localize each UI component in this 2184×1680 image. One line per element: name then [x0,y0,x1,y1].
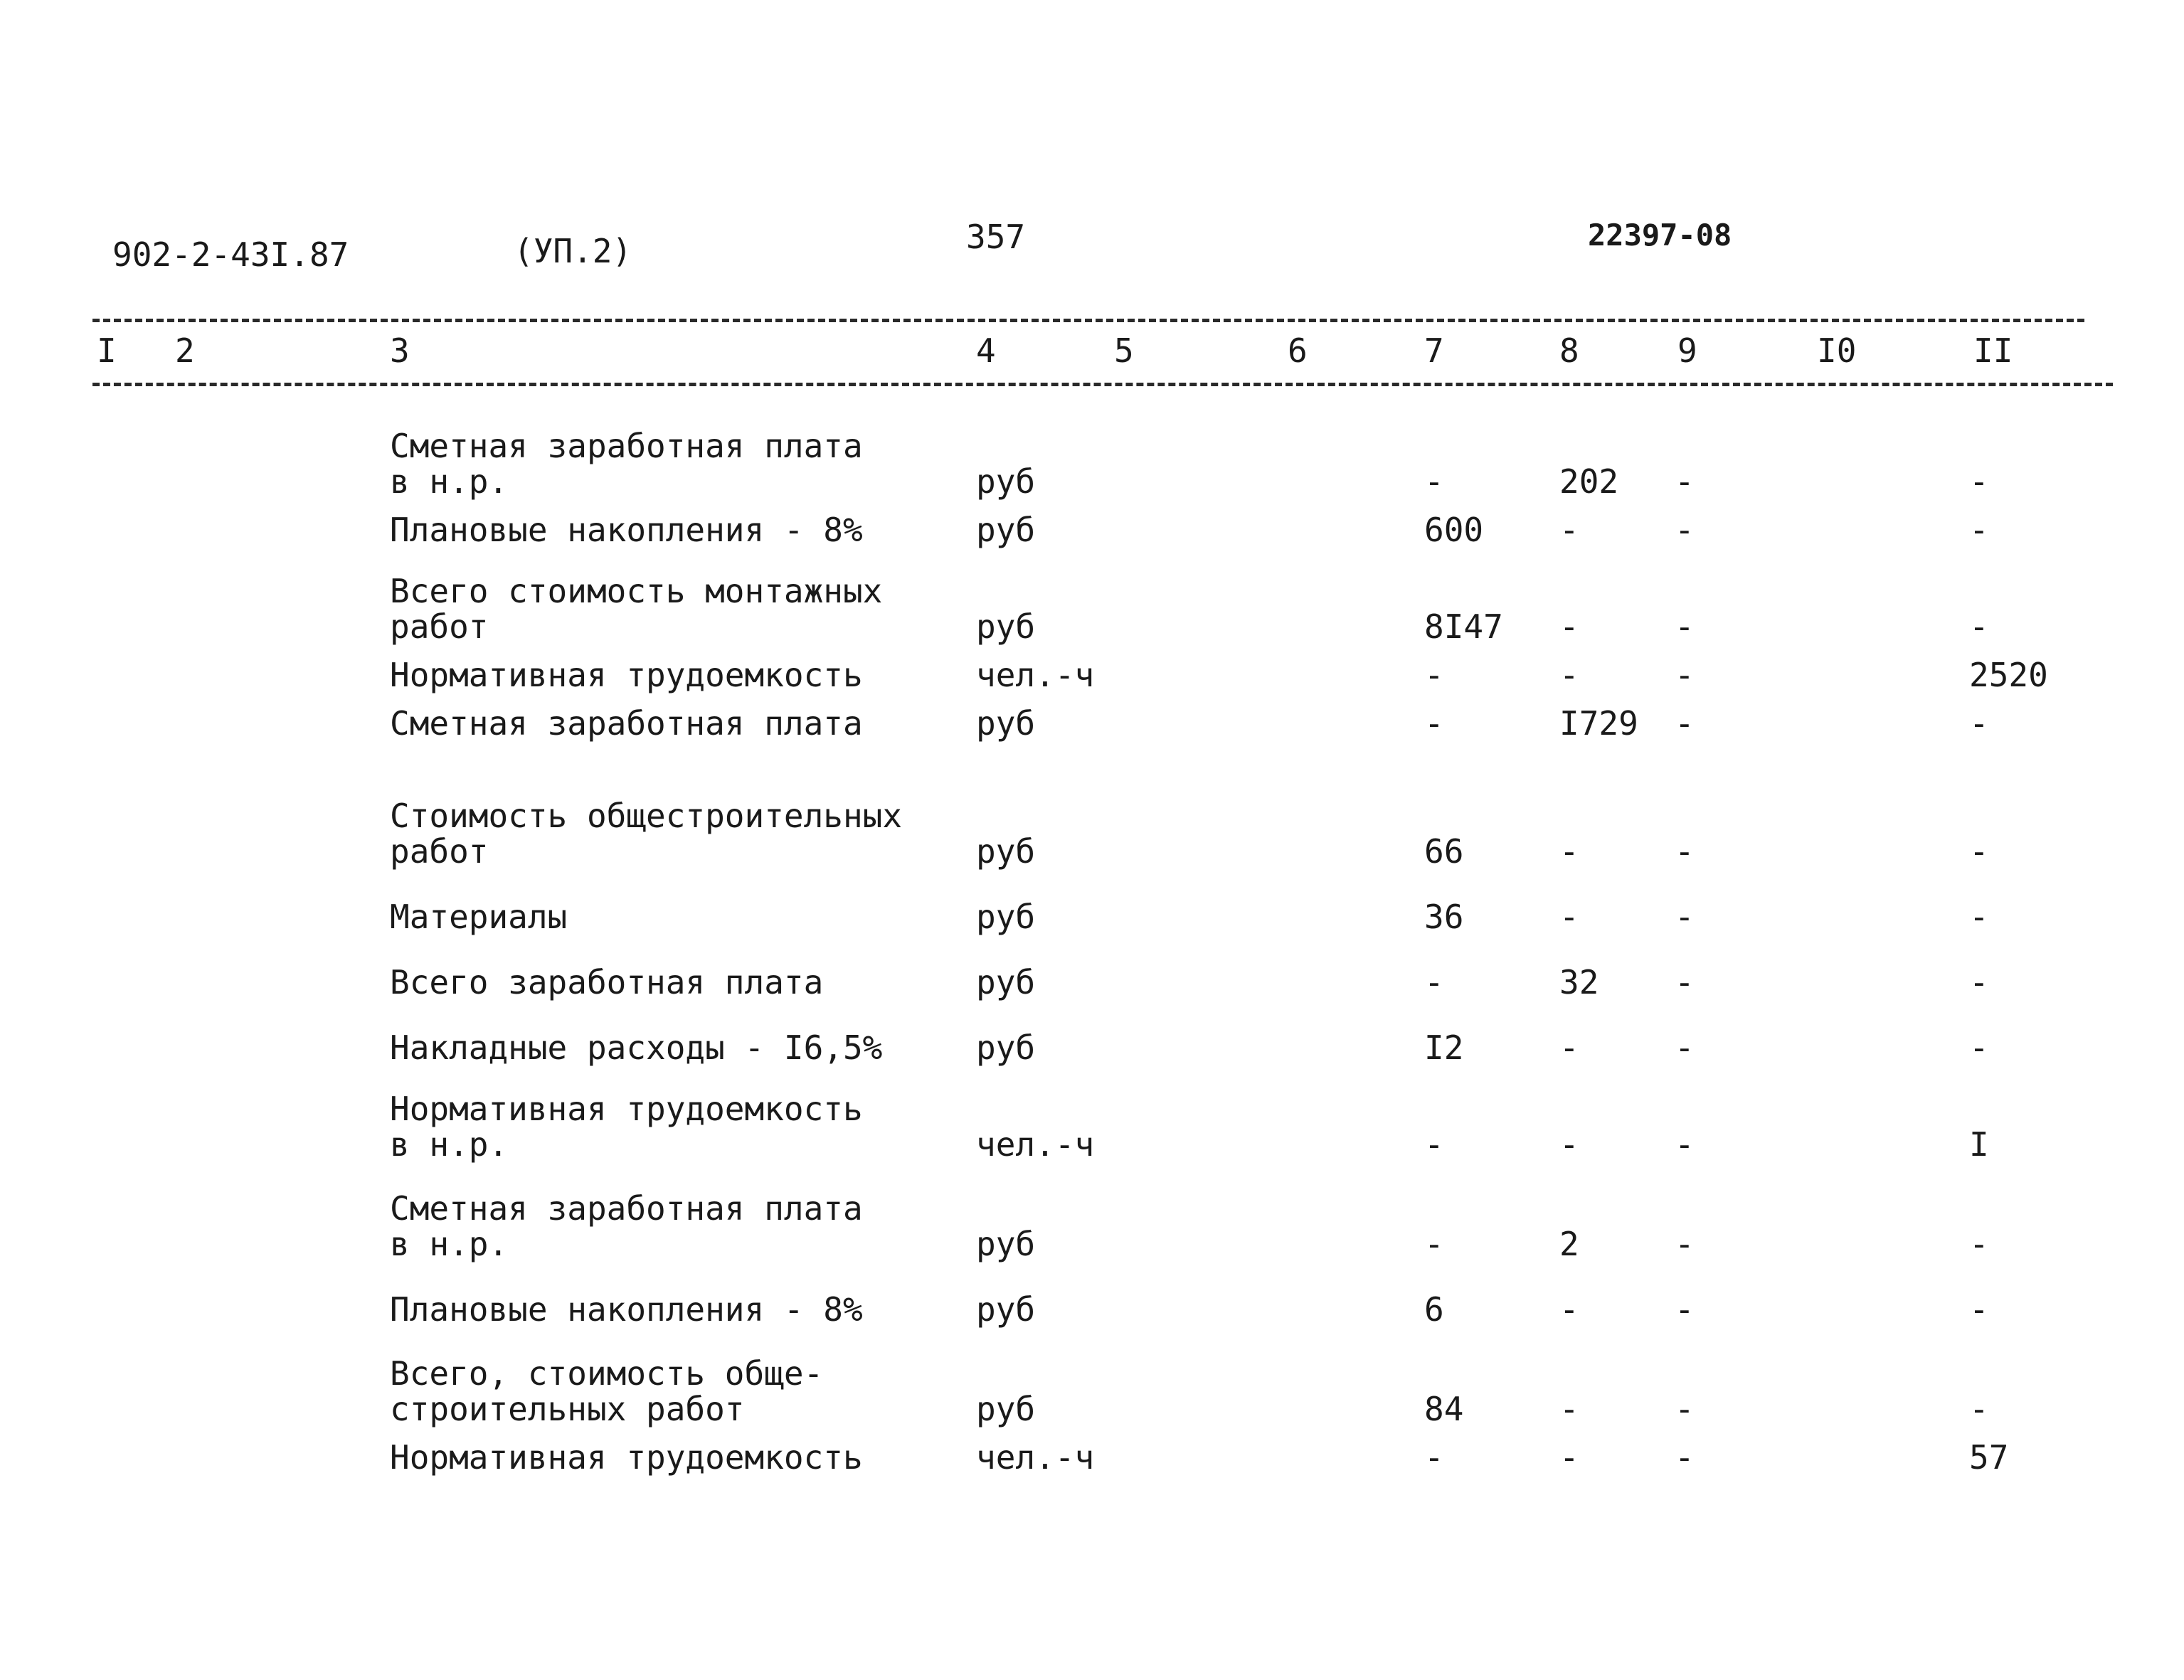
row-description: Плановые накопления - 8% [390,511,863,549]
value-cell-11: - [1969,1225,1989,1263]
value-cell-11: - [1969,898,1989,936]
value-cell-7: - [1424,1438,1444,1477]
row-description: Нормативная трудоемкость в н.р. [390,1090,863,1164]
unit-cell: руб [976,963,1036,1001]
column-number: I [97,331,117,370]
value-cell-8: - [1559,1290,1579,1329]
value-cell-8: 202 [1559,462,1619,501]
unit-cell: руб [976,511,1036,549]
row-description: Нормативная трудоемкость [390,1438,863,1477]
unit-cell: руб [976,898,1036,936]
value-cell-9: - [1675,1028,1695,1067]
column-number: 2 [175,331,195,370]
page-number: 357 [966,218,1026,256]
column-number: 6 [1288,331,1308,370]
column-number: 7 [1424,331,1444,370]
value-cell-11: - [1969,704,1989,743]
sheet-code: 22397-08 [1588,218,1732,252]
row-description: Всего, стоимость обще- строительных работ [390,1354,824,1428]
value-cell-7: 36 [1424,898,1464,936]
value-cell-7: - [1424,656,1444,694]
unit-cell: руб [976,607,1036,646]
value-cell-9: - [1675,704,1695,743]
value-cell-8: - [1559,656,1579,694]
unit-cell: руб [976,1390,1036,1428]
value-cell-11: - [1969,462,1989,501]
unit-cell: руб [976,832,1036,871]
column-number: 8 [1559,331,1579,370]
column-number: 5 [1114,331,1134,370]
column-number: 9 [1677,331,1697,370]
value-cell-7: - [1424,704,1444,743]
unit-cell: чел.-ч [976,1438,1095,1477]
value-cell-9: - [1675,1438,1695,1477]
value-cell-9: - [1675,1125,1695,1164]
value-cell-8: - [1559,511,1579,549]
value-cell-7: I2 [1424,1028,1464,1067]
value-cell-9: - [1675,1290,1695,1329]
column-number: II [1973,331,2013,370]
value-cell-7: - [1424,462,1444,501]
row-description: Сметная заработная плата в н.р. [390,1189,863,1263]
value-cell-8: - [1559,1028,1579,1067]
value-cell-8: - [1559,832,1579,871]
unit-cell: руб [976,1225,1036,1263]
volume-label: (УП.2) [514,232,632,270]
value-cell-7: 600 [1424,511,1484,549]
value-cell-9: - [1675,1225,1695,1263]
value-cell-11: - [1969,1290,1989,1329]
column-number: I0 [1817,331,1857,370]
row-description: Сметная заработная плата [390,704,863,743]
value-cell-9: - [1675,898,1695,936]
column-number: 4 [976,331,996,370]
value-cell-8: - [1559,607,1579,646]
value-cell-7: 84 [1424,1390,1464,1428]
value-cell-8: - [1559,898,1579,936]
value-cell-7: 66 [1424,832,1464,871]
value-cell-9: - [1675,1390,1695,1428]
value-cell-7: - [1424,1125,1444,1164]
row-description: Всего стоимость монтажных работ [390,572,883,646]
value-cell-8: I729 [1559,704,1638,743]
value-cell-11: - [1969,832,1989,871]
value-cell-7: - [1424,1225,1444,1263]
row-description: Нормативная трудоемкость [390,656,863,694]
unit-cell: чел.-ч [976,656,1095,694]
unit-cell: чел.-ч [976,1125,1095,1164]
value-cell-8: 2 [1559,1225,1579,1263]
value-cell-7: 8I47 [1424,607,1503,646]
document-code: 902-2-43I.87 [112,235,349,274]
value-cell-11: - [1969,1390,1989,1428]
unit-cell: руб [976,1028,1036,1067]
value-cell-11: I [1969,1125,1989,1164]
value-cell-11: 2520 [1969,656,2048,694]
value-cell-9: - [1675,607,1695,646]
value-cell-11: - [1969,607,1989,646]
row-description: Плановые накопления - 8% [390,1290,863,1329]
value-cell-8: - [1559,1125,1579,1164]
value-cell-7: 6 [1424,1290,1444,1329]
value-cell-9: - [1675,963,1695,1001]
row-description: Стоимость общестроительных работ [390,797,903,871]
value-cell-9: - [1675,656,1695,694]
value-cell-8: - [1559,1438,1579,1477]
unit-cell: руб [976,1290,1036,1329]
value-cell-8: 32 [1559,963,1599,1001]
value-cell-9: - [1675,832,1695,871]
value-cell-9: - [1675,462,1695,501]
column-number: 3 [390,331,410,370]
row-description: Всего заработная плата [390,963,824,1001]
value-cell-11: - [1969,963,1989,1001]
unit-cell: руб [976,704,1036,743]
value-cell-11: 57 [1969,1438,2009,1477]
value-cell-11: - [1969,1028,1989,1067]
row-description: Накладные расходы - I6,5% [390,1028,883,1067]
value-cell-11: - [1969,511,1989,549]
value-cell-9: - [1675,511,1695,549]
row-description: Сметная заработная плата в н.р. [390,427,863,501]
row-description: Материалы [390,898,568,936]
value-cell-7: - [1424,963,1444,1001]
value-cell-8: - [1559,1390,1579,1428]
unit-cell: руб [976,462,1036,501]
